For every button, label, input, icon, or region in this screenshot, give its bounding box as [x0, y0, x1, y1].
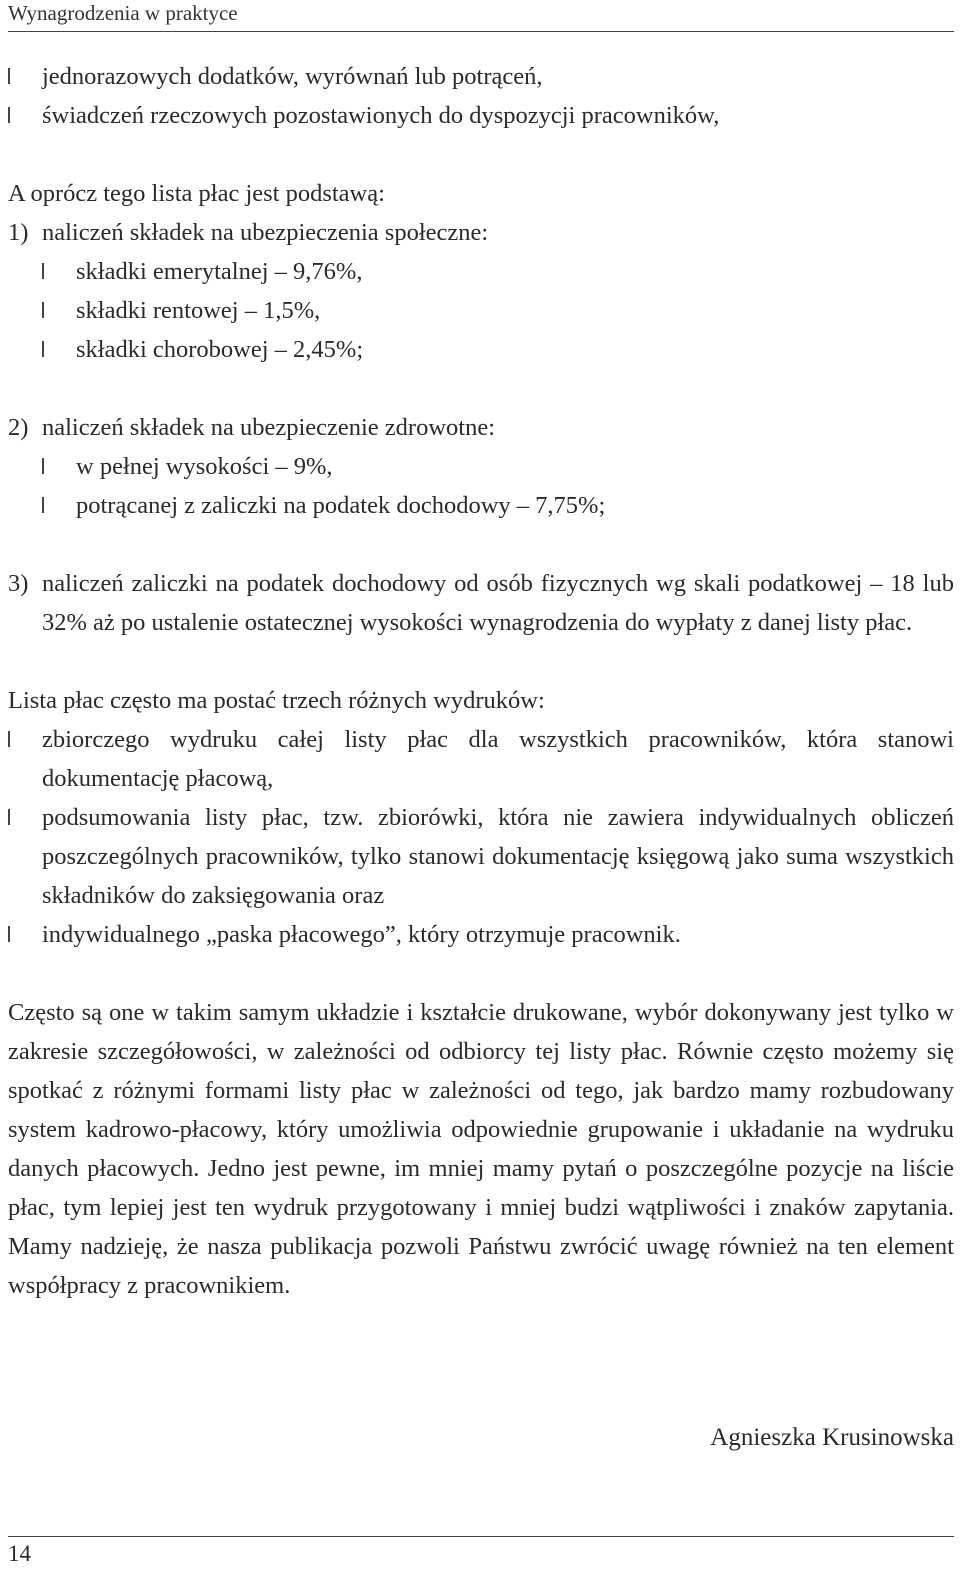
list-item: jednorazowych dodatków, wyrównań lub potrąceń, [8, 57, 954, 96]
bullet-icon [42, 497, 44, 513]
list-item: składki rentowej – 1,5%, [42, 291, 954, 330]
list-item: składki emerytalnej – 9,76%, [42, 252, 954, 291]
bullet-icon [42, 302, 44, 318]
list-item: świadczeń rzeczowych pozostawionych do dyspozycji pracowników, [8, 96, 954, 135]
list-item: podsumowania listy płac, tzw. zbiorówki, która nie zawiera indywidualnych obliczeń poszczególnych pracowników, tylko stanowi dokumentację księgową jako suma wszystkich składników do zaksięgowania oraz [8, 798, 954, 915]
numbered-item: 1) naliczeń składek na ubezpieczenia społeczne: składki emerytalnej – 9,76%, składki rentowej – 1,5%, składki chorobowej – 2,45%; [8, 213, 954, 369]
bullet-icon [8, 731, 10, 747]
page-number: 14 [8, 1541, 31, 1566]
bullet-icon [42, 458, 44, 474]
header-rule [8, 31, 954, 32]
item-number: 3) [8, 570, 29, 597]
list-item: zbiorczego wydruku całej listy płac dla wszystkich pracowników, która stanowi dokumentację płacową, [8, 720, 954, 798]
item-number: 1) [8, 219, 29, 246]
list-item: w pełnej wysokości – 9%, [42, 447, 954, 486]
running-header: Wynagrodzenia w praktyce [8, 1, 238, 25]
bullet-icon [8, 809, 10, 825]
bullet-icon [8, 107, 10, 123]
list-item: indywidualnego „paska płacowego”, który otrzymuje pracownik. [8, 915, 954, 954]
numbered-item: 2) naliczeń składek na ubezpieczenie zdrowotne: w pełnej wysokości – 9%, potrącanej z zaliczki na podatek dochodowy – 7,75%; [8, 408, 954, 525]
basis-intro: A oprócz tego lista płac jest podstawą: [8, 180, 385, 207]
printouts-list [8, 720, 954, 954]
health-insurance-list [42, 447, 954, 525]
social-insurance-list [42, 252, 954, 369]
list-item: składki chorobowej – 2,45%; [42, 330, 954, 369]
author-signature: Agnieszka Krusinowska [710, 1424, 954, 1451]
printouts-intro: Lista płac często ma postać trzech różnych wydruków: [8, 687, 545, 714]
numbered-list [8, 213, 954, 642]
bullet-icon [42, 341, 44, 357]
item-number: 2) [8, 414, 29, 441]
page-body [8, 57, 954, 1305]
closing-paragraph: Często są one w takim samym układzie i kształcie drukowane, wybór dokonywany jest tylko w zakresie szczegółowości, w zależności od odbiorcy tej listy płac. Równie często możemy się spotkać z różnymi formami listy płac w zależności od tego, jak bardzo mamy rozbudowany system kadrowo-płacowy, który umożliwia odpowiednie grupowanie i układanie na wydruku danych płacowych. Jedno jest pewne, im mniej mamy pytań o poszczególne pozycje na liście płac, tym lepiej jest ten wydruk przygotowany i mniej budzi wątpliwości i znaków zapytania. Mamy nadzieję, że nasza publikacja pozwoli Państwu zwrócić uwagę również na ten element współpracy z pracownikiem. [8, 999, 954, 1299]
bullet-icon [42, 263, 44, 279]
bullet-icon [8, 926, 10, 942]
numbered-item: 3) naliczeń zaliczki na podatek dochodowy od osób fizycznych wg skali podatkowej – 18 lub 32% aż po ustalenie ostatecznej wysokości wynagrodzenia do wypłaty z danej listy płac. [8, 564, 954, 642]
bullet-icon [8, 68, 10, 84]
footer-rule [8, 1536, 954, 1537]
list-item: potrącanej z zaliczki na podatek dochodowy – 7,75%; [42, 486, 954, 525]
intro-bullet-list [8, 57, 954, 135]
